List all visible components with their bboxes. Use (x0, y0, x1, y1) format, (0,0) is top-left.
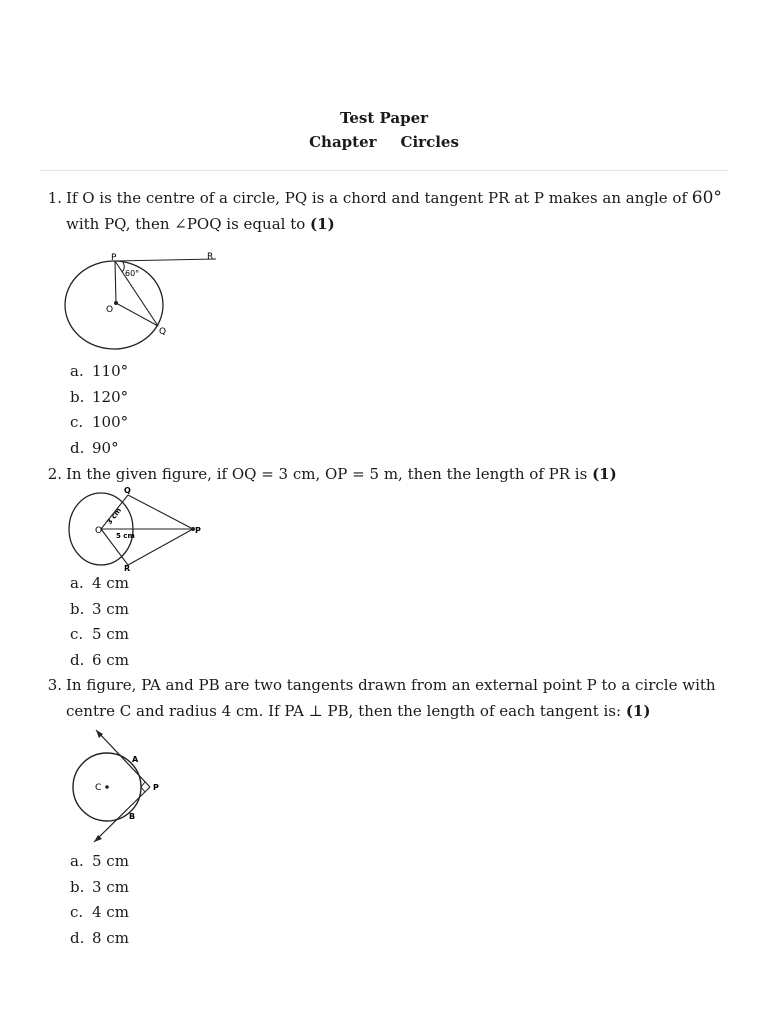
label-q: Q (124, 486, 131, 495)
label-angle: 60° (125, 269, 140, 278)
question-1 (40, 185, 730, 237)
label-p: P (195, 526, 201, 535)
option-label: b. (70, 599, 85, 618)
option-label: d. (70, 928, 85, 947)
option-d[interactable] (70, 926, 129, 952)
option-label: b. (70, 877, 85, 896)
label-r: R (207, 252, 214, 262)
option-value: 100° (92, 413, 129, 431)
label-oq-length: 3 cm (105, 506, 124, 527)
figure-perpendicular-tangents (66, 724, 176, 850)
option-label: a. (70, 362, 84, 380)
option-value: 4 cm (92, 574, 129, 592)
label-c: C (95, 783, 102, 793)
options-q2 (70, 571, 129, 673)
option-value: 5 cm (92, 625, 129, 643)
option-value: 120° (92, 387, 129, 406)
option-label: a. (70, 852, 84, 870)
option-label: c. (70, 903, 84, 921)
option-c[interactable] (70, 622, 129, 648)
question-text-part: In figure, PA and PB are two tangents drawn from an external point P to a circle with centre C and radius 4 cm. If PA ⊥ PB, then the length of each tangent is: (66, 676, 716, 720)
option-value: 8 cm (92, 928, 129, 947)
option-a[interactable] (70, 571, 129, 597)
label-b: B (129, 812, 136, 821)
question-number: 2. (47, 465, 62, 483)
label-o: O (106, 305, 114, 315)
marks-label: (1) (592, 465, 617, 483)
option-label: d. (70, 650, 85, 669)
question-text (66, 672, 730, 724)
option-c[interactable] (70, 900, 129, 926)
option-a[interactable] (70, 849, 129, 875)
label-o: O (95, 526, 103, 536)
question-text-part: If O is the centre of a circle, PQ is a chord and tangent PR at P makes an angle of (66, 189, 692, 207)
question-text-part: with PQ, then ∠POQ is equal to (66, 215, 311, 233)
option-label: a. (70, 574, 84, 592)
options-q3 (70, 849, 129, 951)
question-number: 1. (47, 189, 62, 207)
label-op-length: 5 cm (116, 532, 135, 540)
option-label: c. (70, 413, 84, 431)
option-c[interactable] (70, 410, 128, 436)
chapter-name: Circles (400, 133, 459, 151)
chapter-line (0, 130, 768, 154)
option-b[interactable] (70, 875, 129, 901)
options-q1 (70, 359, 128, 461)
option-value: 5 cm (92, 852, 129, 870)
option-value: 6 cm (92, 650, 129, 669)
option-label: c. (70, 625, 84, 643)
option-value: 4 cm (92, 903, 129, 921)
label-a: A (132, 755, 139, 764)
option-d[interactable] (70, 648, 129, 674)
page-header (0, 106, 768, 154)
header-divider (40, 170, 728, 171)
option-value: 3 cm (92, 599, 129, 618)
option-b[interactable] (70, 597, 129, 623)
figure-tangents-op (62, 482, 202, 572)
option-value: 110° (92, 362, 129, 380)
figure-circle-tangent-chord (60, 248, 230, 353)
marks-label: (1) (625, 702, 651, 720)
option-value: 90° (92, 438, 119, 457)
question-text-part: In the given figure, if OQ = 3 cm, OP = 5 m, then the length of PR is (66, 465, 593, 483)
page-title: Test Paper (339, 109, 429, 127)
label-p: P (111, 253, 117, 263)
option-b[interactable] (70, 385, 128, 411)
option-label: d. (70, 438, 85, 457)
question-text (66, 185, 730, 237)
angle-value: 60° (691, 188, 722, 208)
option-label: b. (70, 387, 85, 406)
option-d[interactable] (70, 436, 128, 462)
label-q: Q (159, 327, 167, 337)
chapter-label: Chapter (309, 133, 377, 151)
marks-label: (1) (310, 215, 335, 233)
option-value: 3 cm (92, 877, 129, 896)
label-r: R (124, 564, 131, 572)
question-3 (40, 672, 730, 724)
label-p: P (153, 783, 159, 792)
option-a[interactable] (70, 359, 128, 385)
question-number: 3. (47, 676, 62, 694)
